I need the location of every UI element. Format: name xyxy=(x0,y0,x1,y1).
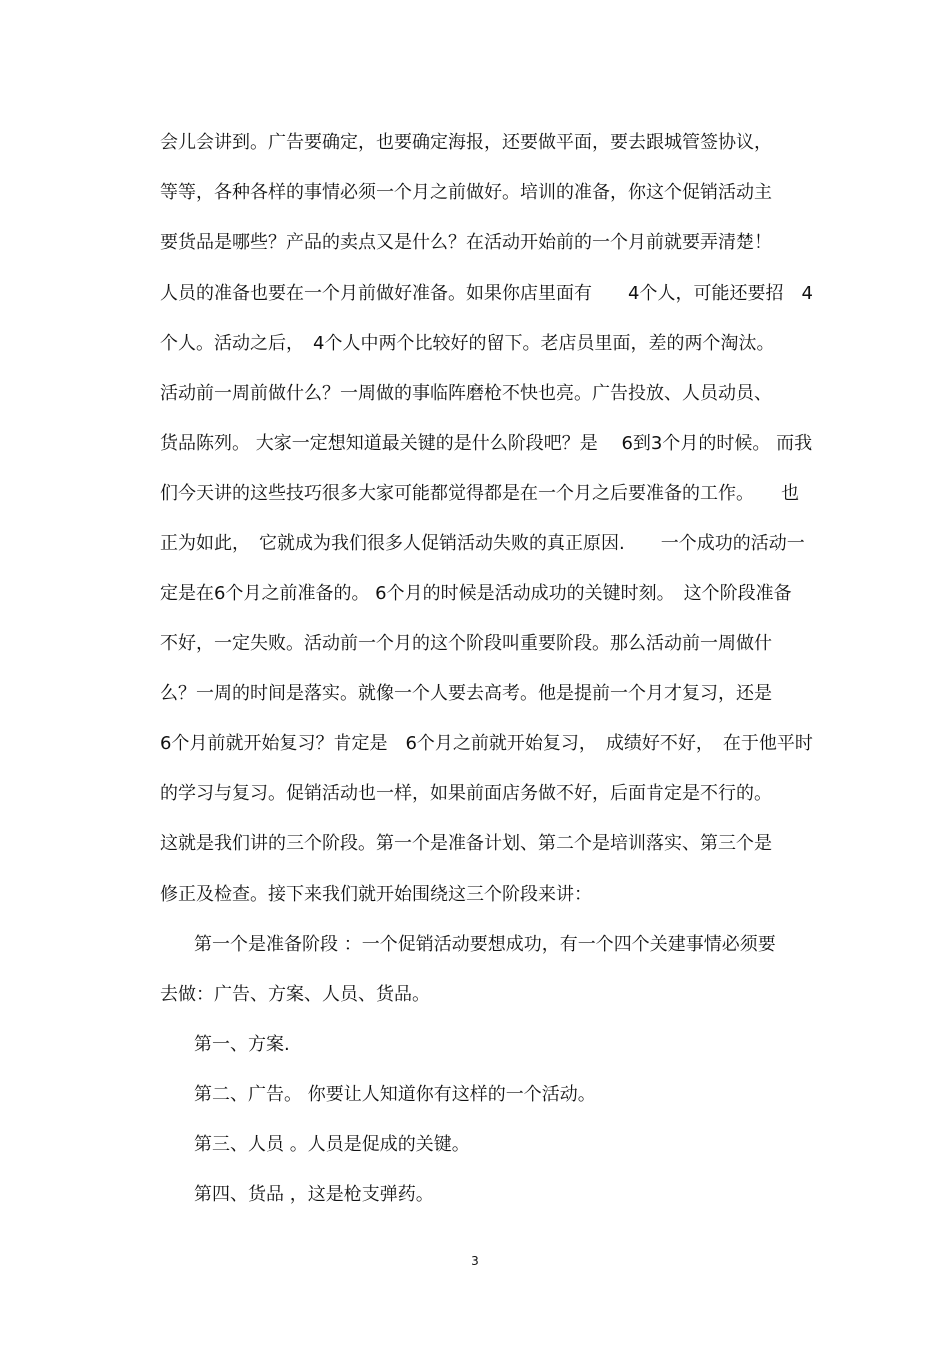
text-line: 货品陈列。 大家一定想知道最关键的是什么阶段吧？是 6到3个月的时候。 而我 xyxy=(160,433,813,454)
text-line: 去做：广告、方案、人员、货品。 xyxy=(160,984,430,1005)
text-line: 们今天讲的这些技巧很多大家可能都觉得都是在一个月之后要准备的工作。 也 xyxy=(160,483,799,504)
text-line: 的学习与复习。促销活动也一样，如果前面店务做不好，后面肯定是不行的。 xyxy=(160,783,772,804)
text-line: 6个月前就开始复习？肯定是 6个月之前就开始复习， 成绩好不好， 在于他平时 xyxy=(160,733,813,754)
text-line: 要货品是哪些？产品的卖点又是什么？在活动开始前的一个月前就要弄清楚！ xyxy=(160,232,772,253)
text-line: 修正及检查。接下来我们就开始围绕这三个阶段来讲： xyxy=(160,884,592,905)
text-line: 么？一周的时间是落实。就像一个人要去高考。他是提前一个月才复习，还是 xyxy=(160,683,772,704)
text-line: 不好，一定失败。活动前一个月的这个阶段叫重要阶段。那么活动前一周做什 xyxy=(160,633,772,654)
text-line: 个人。活动之后， 4个人中两个比较好的留下。老店员里面，差的两个淘汰。 xyxy=(160,333,775,354)
list-item: 第三、人员 。人员是促成的关键。 xyxy=(194,1134,470,1155)
text-line: 会儿会讲到。广告要确定，也要确定海报，还要做平面，要去跟城管签协议， xyxy=(160,132,772,153)
text-line: 这就是我们讲的三个阶段。第一个是准备计划、第二个是培训落实、第三个是 xyxy=(160,833,772,854)
text-line: 定是在6个月之前准备的。 6个月的时候是活动成功的关键时刻。 这个阶段准备 xyxy=(160,583,792,604)
text-line: 等等，各种各样的事情必须一个月之前做好。培训的准备，你这个促销活动主 xyxy=(160,182,772,203)
section-heading-line: 第一个是准备阶段 ：一个促销活动要想成功，有一个四个关建事情必须要 xyxy=(194,934,776,955)
list-item: 第二、广告。 你要让人知道你有这样的一个活动。 xyxy=(194,1084,596,1105)
text-line: 正为如此， 它就成为我们很多人促销活动失败的真正原因. 一个成功的活动一 xyxy=(160,533,805,554)
list-item: 第一、方案. xyxy=(194,1034,290,1055)
text-line: 活动前一周前做什么？一周做的事临阵磨枪不快也亮。广告投放、人员动员、 xyxy=(160,383,772,404)
list-item: 第四、货品 ，这是枪支弹药。 xyxy=(194,1184,434,1205)
page-number: 3 xyxy=(471,1254,479,1268)
text-line: 人员的准备也要在一个月前做好准备。如果你店里面有 4个人，可能还要招 4 xyxy=(160,283,813,304)
